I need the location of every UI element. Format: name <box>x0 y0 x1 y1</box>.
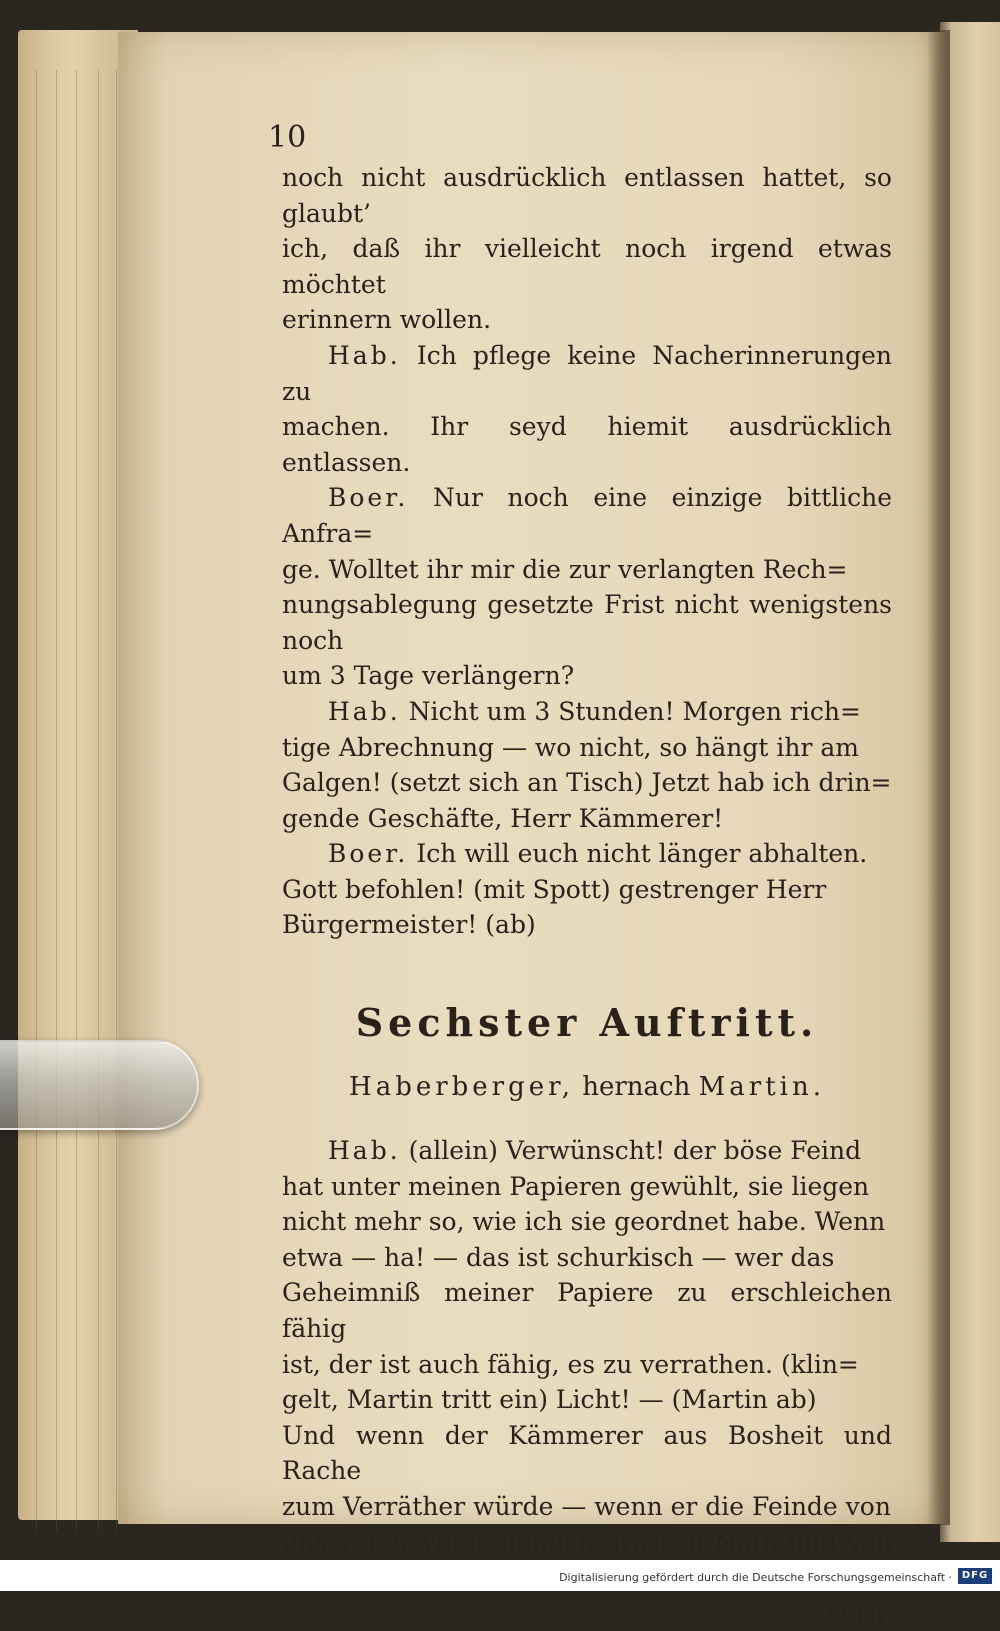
text-line: nungsablegung gesetzte Frist nicht wenigstens noch <box>282 590 892 655</box>
speaker-name: Hab. <box>328 340 401 370</box>
text-paragraph <box>282 836 892 943</box>
text-line: (allein) Verwünscht! der böse Feind <box>408 1136 862 1166</box>
page-edge-line <box>98 70 99 1530</box>
text-line: Nur noch eine einzige bittliche Anfra= <box>282 483 892 548</box>
page-edge-line <box>36 70 37 1530</box>
text-line: unserer bevorstehenden grossen Noth und von <box>282 1527 892 1557</box>
text-line: ist, der ist auch fähig, es zu verrathen. (klin= <box>282 1349 859 1379</box>
spine-shadow <box>928 30 950 1525</box>
speaker-name: Hab. <box>328 696 401 726</box>
text-line: um 3 Tage verlängern? <box>282 661 575 691</box>
dialogue-after-heading <box>282 1133 892 1596</box>
character-name: Haberberger, <box>349 1072 574 1103</box>
text-line: nicht mehr so, wie ich sie geordnet habe. Wenn <box>282 1207 886 1237</box>
text-line: ge. Wolltet ihr mir die zur verlangten Rech= <box>282 554 848 584</box>
scene-characters <box>282 1067 892 1107</box>
text-paragraph <box>282 694 892 836</box>
text-line: zum Verräther würde — wenn er die Feinde von <box>282 1492 891 1521</box>
page-edge-line <box>76 70 77 1530</box>
text-line: machen. Ihr seyd hiemit ausdrücklich entlassen. <box>282 412 892 477</box>
text-paragraph <box>282 160 892 338</box>
speaker-name: Boer. <box>328 839 409 869</box>
text-line: tige Abrechnung — wo nicht, so hängt ihr am <box>282 732 859 762</box>
page-number: 10 <box>268 120 307 155</box>
text-line: erinnern wollen. <box>282 305 492 335</box>
page-holder-clip <box>0 1040 199 1130</box>
digitization-credit: Digitalisierung gefördert durch die Deutsche Forschungsgemeinschaft · <box>559 1571 952 1584</box>
text-line: etwa — ha! — das ist schurkisch — wer das <box>282 1242 835 1272</box>
dialogue-before-heading <box>282 160 892 943</box>
page-edge-line <box>56 70 57 1530</box>
text-line: ich, daß ihr vielleicht noch irgend etwas möchtet <box>282 234 892 299</box>
text-line: gelt, Martin tritt ein) Licht! — (Martin ab) <box>282 1385 817 1415</box>
text-paragraph <box>282 480 892 694</box>
text-line: Ich will euch nicht länger abhalten. <box>416 839 868 869</box>
text-line: Und wenn der Kämmerer aus Bosheit und Rache <box>282 1420 892 1486</box>
text-paragraph <box>282 1133 892 1596</box>
speaker-name: Hab. <box>328 1136 401 1166</box>
text-line: Galgen! (setzt sich an Tisch) Jetzt hab ich drin= <box>282 768 892 798</box>
page-edge-line <box>116 70 117 1530</box>
text-paragraph <box>282 338 892 480</box>
page-text-block <box>282 160 892 1631</box>
text-line: noch nicht ausdrücklich entlassen hattet, so glaubt’ <box>282 163 892 228</box>
speaker-name: Boer. <box>328 483 409 513</box>
text-line: Geheimniß meiner Papiere zu erschleichen fähig <box>282 1278 892 1344</box>
text-line: hat unter meinen Papieren gewühlt, sie liegen <box>282 1171 870 1201</box>
text-line: Ich pflege keine Nacherinnerungen zu <box>282 340 892 406</box>
character-name: Martin. <box>698 1072 825 1103</box>
text-line: Bürgermeister! (ab) <box>282 910 536 940</box>
scene-heading: Sechster Auftritt. <box>355 1000 819 1046</box>
catchword: sern <box>828 1598 884 1628</box>
connector-word: hernach <box>582 1072 691 1103</box>
text-line: Nicht um 3 Stunden! Morgen rich= <box>408 696 861 726</box>
dfg-logo: DFG <box>958 1568 992 1584</box>
text-line: gende Geschäfte, Herr Kämmerer! <box>282 803 724 833</box>
text-line: Gott befohlen! (mit Spott) gestrenger Herr <box>282 874 827 904</box>
